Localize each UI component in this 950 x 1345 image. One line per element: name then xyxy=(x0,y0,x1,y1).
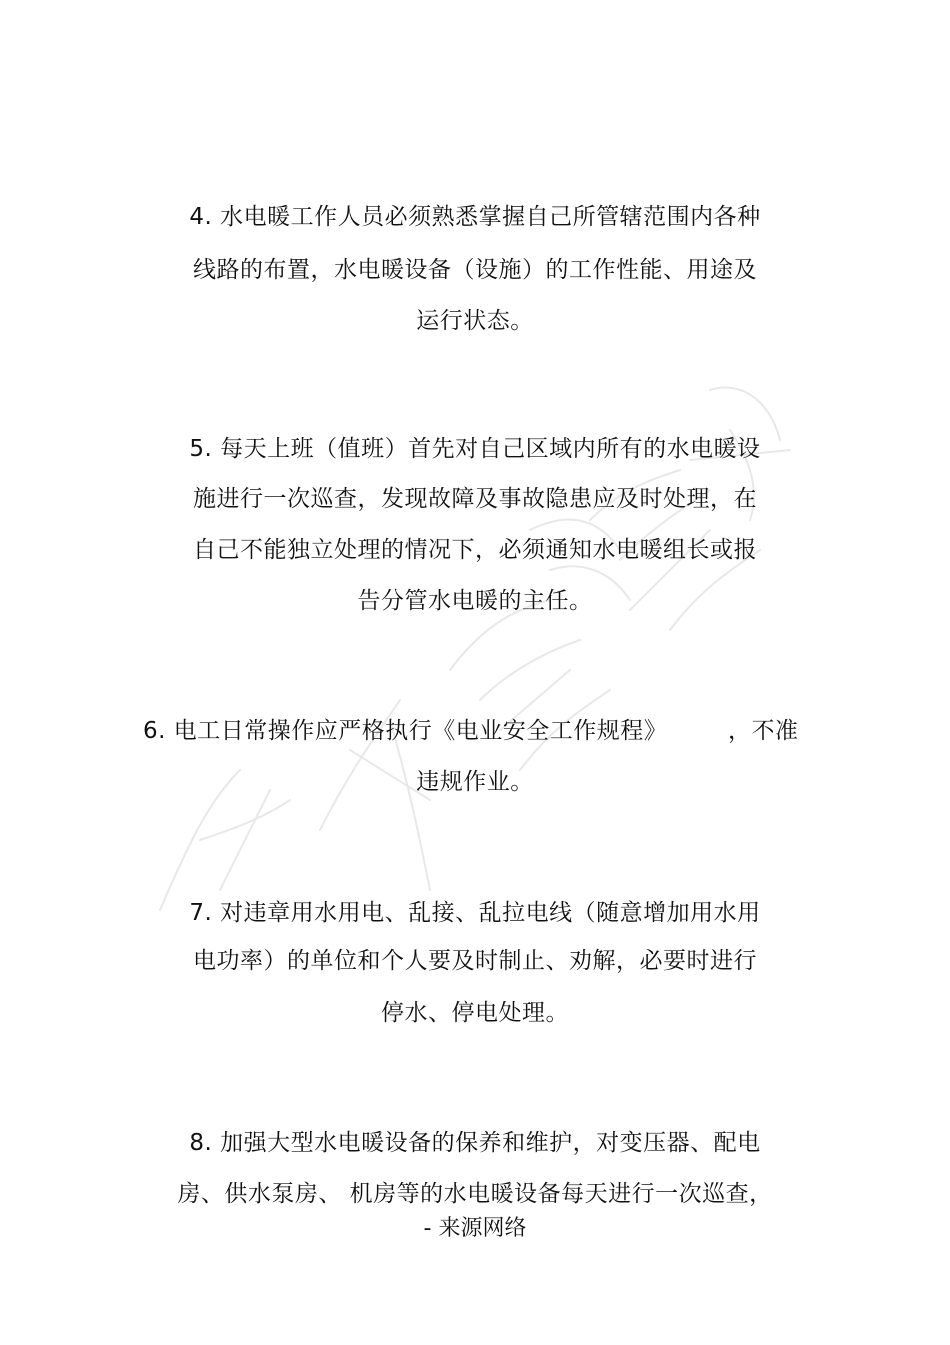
item-5-line-4: 告分管水电暖的主任。 xyxy=(357,588,593,614)
item-5-line-3: 自己不能独立处理的情况下，必须通知水电暖组长或报 xyxy=(193,537,757,563)
item-6-line-1-tail: ，不准 xyxy=(728,718,799,744)
item-6-line-2: 违规作业。 xyxy=(416,769,534,795)
item-6-line-1-main: 6. 电工日常操作应严格执行《电业安全工作规程》 xyxy=(143,718,668,744)
item-8-line-1: 8. 加强大型水电暖设备的保养和维护，对变压器、配电 xyxy=(189,1130,761,1156)
item-4-line-3: 运行状态。 xyxy=(416,308,534,334)
item-4-line-1: 4. 水电暖工作人员必须熟悉掌握自己所管辖范围内各种 xyxy=(189,204,761,230)
item-5-line-1: 5. 每天上班（值班）首先对自己区域内所有的水电暖设 xyxy=(189,436,761,462)
item-7-line-3: 停水、停电处理。 xyxy=(381,1000,569,1026)
item-7-line-2: 电功率）的单位和个人要及时制止、劝解，必要时进行 xyxy=(193,948,757,974)
item-5-line-2: 施进行一次巡查，发现故障及事故隐患应及时处理，在 xyxy=(193,486,757,512)
source-footer: - 来源网络 xyxy=(423,1216,527,1241)
item-8-line-2: 房、供水泵房、 机房等的水电暖设备每天进行一次巡查， xyxy=(177,1181,773,1207)
item-4-line-2: 线路的布置，水电暖设备（设施）的工作性能、用途及 xyxy=(193,257,757,283)
item-7-line-1: 7. 对违章用水用电、乱接、乱拉电线（随意增加用水用 xyxy=(189,900,761,926)
